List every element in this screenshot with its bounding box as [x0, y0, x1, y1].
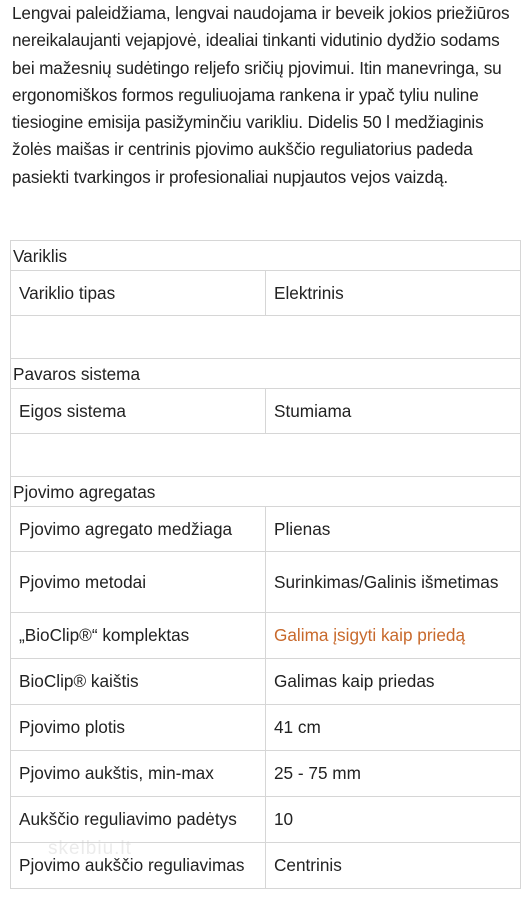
spec-value: Galimas kaip priedas	[266, 659, 521, 705]
section-title: Pavaros sistema	[11, 359, 521, 389]
spec-label: Pjovimo aukščio reguliavimas	[11, 843, 266, 889]
spec-value: Elektrinis	[266, 271, 521, 316]
spec-value: Plienas	[266, 507, 521, 552]
spec-label: Variklio tipas	[11, 271, 266, 316]
table-row	[11, 751, 521, 797]
spec-value: Surinkimas/Galinis išmetimas	[266, 552, 521, 613]
section-title: Pjovimo agregatas	[11, 477, 521, 507]
table-row	[11, 389, 521, 434]
spec-value: 25 - 75 mm	[266, 751, 521, 797]
table-row	[11, 797, 521, 843]
table-row	[11, 705, 521, 751]
section-header-cutting	[11, 477, 521, 507]
spec-value: Centrinis	[266, 843, 521, 889]
table-row	[11, 271, 521, 316]
table-row	[11, 659, 521, 705]
table-row	[11, 613, 521, 659]
spec-value-accessory-link[interactable]: Galima įsigyti kaip priedą	[266, 613, 521, 659]
table-row	[11, 552, 521, 613]
table-row	[11, 507, 521, 552]
watermark: skelbiu.lt	[48, 838, 132, 859]
spec-label: BioClip® kaištis	[11, 659, 266, 705]
spec-value: 10	[266, 797, 521, 843]
table-spacer-row	[11, 316, 521, 359]
spec-label: Pjovimo metodai	[11, 552, 266, 613]
specifications-table	[10, 240, 521, 889]
spec-value: 41 cm	[266, 705, 521, 751]
spec-value: Stumiama	[266, 389, 521, 434]
section-header-drive	[11, 359, 521, 389]
spec-label: „BioClip®“ komplektas	[11, 613, 266, 659]
spec-label: Pjovimo plotis	[11, 705, 266, 751]
section-header-engine	[11, 241, 521, 271]
section-title: Variklis	[11, 241, 521, 271]
spec-label: Pjovimo agregato medžiaga	[11, 507, 266, 552]
table-spacer-row	[11, 434, 521, 477]
product-description: Lengvai paleidžiama, lengvai naudojama ir beveik jokios priežiūros nereikalaujanti vejapjovė, idealiai tinkanti vidutinio dydžio sodams bei mažesnių sudėtingo reljefo sričių pjovimui. Itin manevringa, su ergonomiškos formos reguliuojama rankena ir ypač tyliu nuline tiesiogine emisija pasižyminčiu varikliu. Didelis 50 l medžiaginis žolės maišas ir centrinis pjovimo aukščio reguliatorius padeda pasiekti tvarkingos ir profesionaliai nupjautos vejos vaizdą.	[12, 3, 510, 187]
spec-label: Eigos sistema	[11, 389, 266, 434]
spec-label: Pjovimo aukštis, min-max	[11, 751, 266, 797]
spec-label: Aukščio reguliavimo padėtys	[11, 797, 266, 843]
